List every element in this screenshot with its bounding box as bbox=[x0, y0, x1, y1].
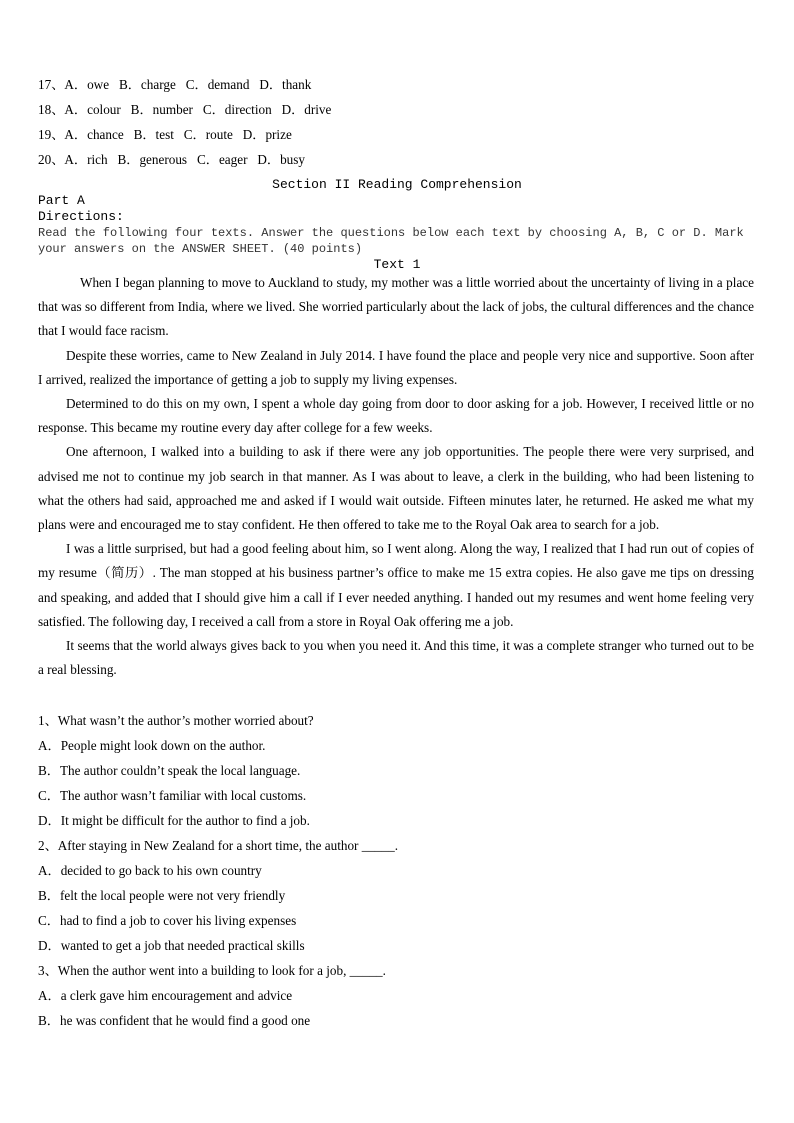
paragraph: Despite these worries, came to New Zealand in July 2014. I have found the place and people very nice and supportive. Soon after I arrived, realized the importance of getting a job to supply my living expenses. bbox=[38, 347, 754, 387]
cloze-option-19: 19、A．chance B．test C．route D．prize bbox=[38, 127, 292, 142]
question-stem: 1、What wasn’t the author’s mother worried about? bbox=[38, 713, 314, 728]
answer-option: B．felt the local people were not very friendly bbox=[38, 888, 286, 903]
directions-text: Read the following four texts. Answer the questions below each text by choosing A, B, C or D. Mark your answers on the ANSWER SHEET. (40 points) bbox=[38, 226, 744, 256]
cloze-option-17: 17、A．owe B．charge C．demand D．thank bbox=[38, 77, 312, 92]
cloze-option-20: 20、A．rich B．generous C．eager D．busy bbox=[38, 152, 306, 167]
questions bbox=[38, 708, 754, 1033]
passage bbox=[38, 271, 754, 682]
directions-label: Directions: bbox=[38, 209, 124, 224]
paragraph: It seems that the world always gives back to you when you need it. And this time, it was a complete stranger who turned out to be a real blessing. bbox=[38, 638, 754, 678]
text-title: Text 1 bbox=[373, 257, 421, 272]
paragraph: I was a little surprised, but had a good feeling about him, so I went along. Along the way, I realized that I had run out of copies of my resume（简历）. The man stopped at his business partner’s office to make me 15 extra copies. He also gave me tips on dressing and speaking, and added that I should give him a call if I ever needed anything. I handed out my resumes and went home feeling very satisfied. The following day, I received a call from a store in Royal Oak offering me a job. bbox=[38, 541, 754, 629]
part-label: Part A bbox=[38, 193, 85, 208]
answer-option: C．had to find a job to cover his living expenses bbox=[38, 913, 297, 928]
question-stem: 2、After staying in New Zealand for a short time, the author _____. bbox=[38, 838, 398, 853]
paragraph: Determined to do this on my own, I spent a whole day going from door to door asking for a job. However, I received little or no response. This became my routine every day after college for a few weeks. bbox=[38, 396, 754, 436]
answer-option: A．People might look down on the author. bbox=[38, 738, 266, 753]
answer-option: D．It might be difficult for the author to find a job. bbox=[38, 813, 310, 828]
answer-option: D．wanted to get a job that needed practical skills bbox=[38, 938, 305, 953]
answer-option: B．he was confident that he would find a good one bbox=[38, 1013, 311, 1028]
answer-option: C．The author wasn’t familiar with local customs. bbox=[38, 788, 307, 803]
question-stem: 3、When the author went into a building to look for a job, _____. bbox=[38, 963, 386, 978]
paragraph: When I began planning to move to Auckland to study, my mother was a little worried about the uncertainty of living in a place that was so different from India, where we lived. She worried particularly about the lack of jobs, the cultural differences and the chance that I would face racism. bbox=[38, 275, 754, 339]
answer-option: B．The author couldn’t speak the local language. bbox=[38, 763, 301, 778]
answer-option: A．a clerk gave him encouragement and advice bbox=[38, 988, 293, 1003]
paragraph: One afternoon, I walked into a building to ask if there were any job opportunities. The people there were very surprised, and advised me not to continue my job search in that manner. As I was about to leave, a clerk in the building, who had been listening to what the others had said, approached me and asked if I would wait outside. Fifteen minutes later, he returned. He asked me what my plans were and encouraged me to stay confident. He then offered to take me to the Royal Oak area to search for a job. bbox=[38, 444, 754, 533]
cloze-option-18: 18、A．colour B．number C．direction D．drive bbox=[38, 102, 332, 117]
answer-option: A．decided to go back to his own country bbox=[38, 863, 262, 878]
section-title: Section II Reading Comprehension bbox=[272, 177, 522, 192]
